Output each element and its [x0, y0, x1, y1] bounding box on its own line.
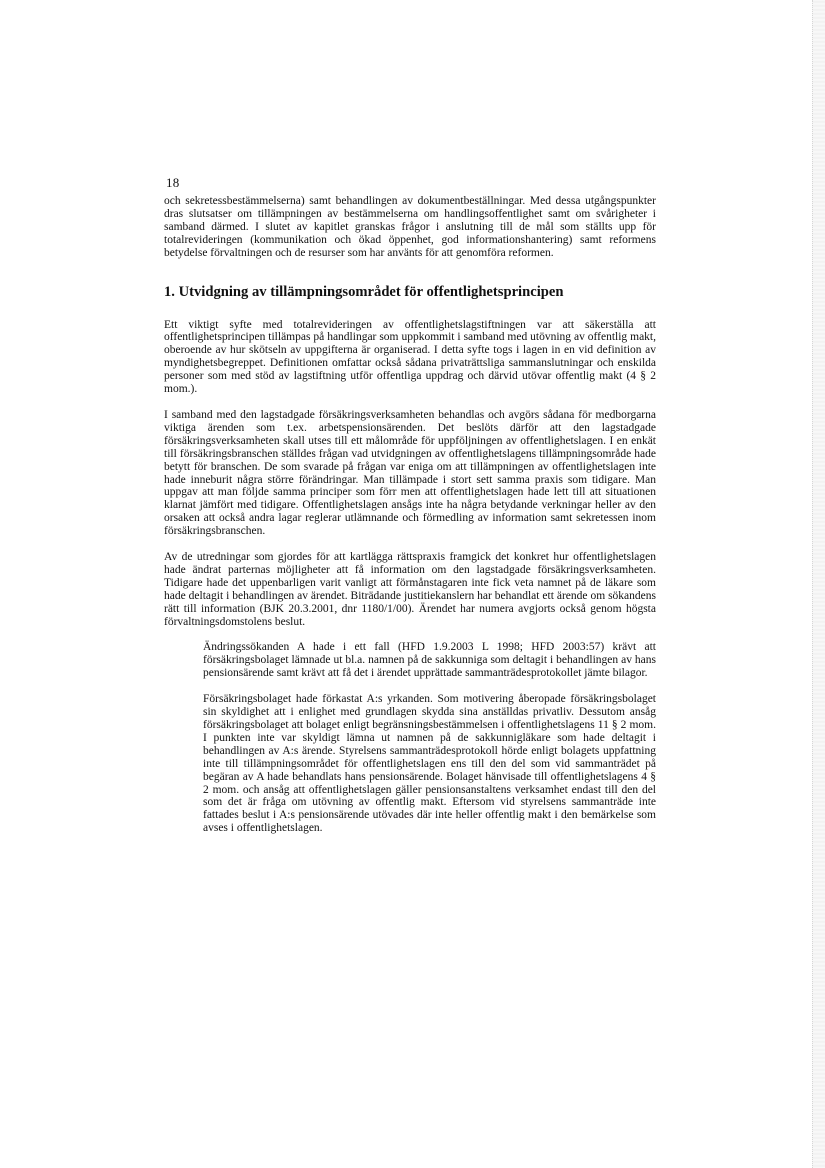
body-paragraph: Ett viktigt syfte med totalrevideringen av offentlighetslagstiftningen var att säkerställa att offentlighetsprincipen tillämpas på handlingar som uppkommit i samband med utövning av offentlig makt, oberoende av hur skötseln av uppgifterna är organiserad. I detta syfte togs i lagen in en vid definition av myndighetsbegreppet. Definitionen omfattar också sådana privaträttsliga sammanslutningar och enskilda personer som med stöd av lagstiftning utför offentliga uppdrag och därvid utövar offentlig makt (4 § 2 mom.).: [164, 318, 656, 396]
intro-paragraph: och sekretessbestämmelserna) samt behandlingen av dokumentbeställningar. Med dessa utgångspunkter dras slutsatser om tillämpningen av bestämmelserna om handlingsoffentlighet samt om svårigheter i samband därmed. I slutet av kapitlet granskas frågor i anslutning till de mål som ställts upp för totalrevideringen (kommunikation och ökad öppenhet, god informationshantering) samt reformens betydelse förvaltningen och de resurser som har använts för att genomföra reformen.: [164, 195, 656, 259]
case-quote-paragraph: Försäkringsbolaget hade förkastat A:s yrkanden. Som motivering åberopade försäkringsbolaget sin skyldighet att i enlighet med grundlagen skydda sina anställdas privatliv. Dessutom ansåg försäkringsbolaget att bolaget enligt begränsningsbestämmelsen i offentlighetslagens 11 § 2 mom. I punkten inte var skyldigt lämna ut namnen på de sakkunnigläkare som hade deltagit i behandlingen av A:s ärende. Styrelsens sammanträdesprotokoll hörde enligt bolagets uppfattning inte till tillämpningsområdet för offentlighetslagen ens till den del som vid sammanträdet på begäran av A hade behandlats hans pensionsärende. Bolaget hänvisade till offentlighetslagens 4 § 2 mom. och ansåg att offentlighetslagen gäller pensionsanstaltens verksamhet endast till den del som det är fråga om utövning av offentlig makt. Eftersom vid styrelsens sammanträde inte fattades beslut i A:s pensionsärende utövades där inte heller offentlig makt i den bemärkelse som avses i offentlighetslagen.: [203, 693, 656, 835]
page-body: [164, 195, 656, 835]
scan-edge-artifact: [812, 0, 825, 1168]
case-quote-paragraph: Ändringssökanden A hade i ett fall (HFD 1.9.2003 L 1998; HFD 2003:57) krävt att försäkringsbolaget lämnade ut bl.a. namnen på de sakkunniga som deltagit i behandlingen av hans pensionsärende samt krävt att få det i ärendet upprättade sammanträdesprotokollet jämte bilagor.: [203, 641, 656, 680]
section-heading: 1. Utvidgning av tillämpningsområdet för offentlighetsprincipen: [164, 283, 564, 300]
body-paragraph: I samband med den lagstadgade försäkringsverksamheten behandlas och avgörs sådana för medborgarna viktiga ärenden som t.ex. arbetspensionsärenden. Det beslöts därför att den lagstadgade försäkringsverksamheten skall utses till ett målområde för uppföljningen av offentlighetslagen. I en enkät till försäkringsbranschen ställdes frågan vad utvidgningen av offentlighetslagens tillämpningsområde hade betytt för branschen. De som svarade på frågan var eniga om att tillämpningen av offentlighetslagen inte hade inneburit några större förändringar. Man tillämpade i stort sett samma praxis som tidigare. Man uppgav att man följde samma principer som förr men att offentlighetslagen hade lett till att situationen klarnat jämfört med tidigare. Offentlighetslagen ansågs inte ha några betydande verkningar heller av den orsaken att också andra lagar reglerar utlämnande och förmedling av information samt sekretessen inom försäkringsbranschen.: [164, 408, 656, 538]
body-paragraph: Av de utredningar som gjordes för att kartlägga rättspraxis framgick det konkret hur offentlighetslagen hade ändrat parternas möjligheter att få information om den lagstadgade försäkringsverksamheten. Tidigare hade det uppenbarligen varit vanligt att förmånstagaren inte fick veta namnet på de läkare som hade deltagit i behandlingen av ärendet. Biträdande justitiekanslern har behandlat ett ärende om sökandens rätt till information (BJK 20.3.2001, dnr 1180/1/00). Ärendet har numera avgjorts också genom högsta förvaltningsdomstolens beslut.: [164, 551, 656, 628]
page-number: 18: [166, 175, 180, 190]
